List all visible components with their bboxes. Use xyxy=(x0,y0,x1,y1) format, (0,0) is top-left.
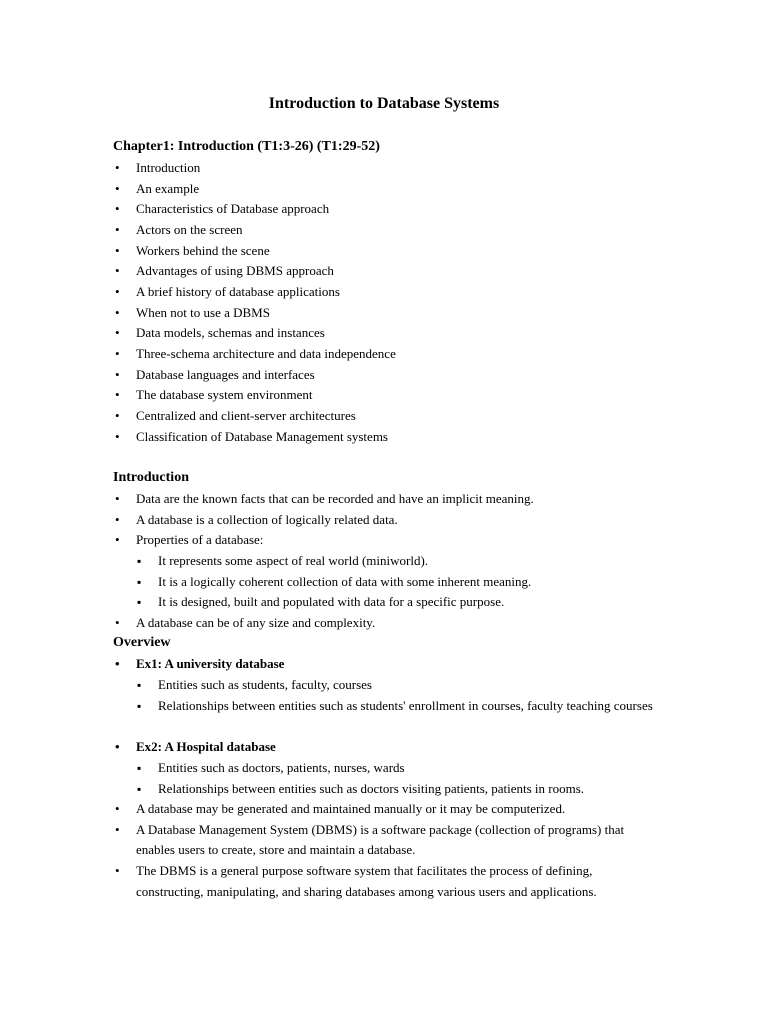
introduction-list-end xyxy=(113,613,673,634)
list-item: • An example xyxy=(113,179,673,200)
list-item: • The database system environment xyxy=(113,385,673,406)
list-item: • Actors on the screen xyxy=(113,220,673,241)
list-item: • Data are the known facts that can be recorded and have an implicit meaning. xyxy=(113,489,673,510)
list-item: • Properties of a database: xyxy=(113,530,673,551)
overview-heading: Overview xyxy=(113,635,171,650)
list-item: • A database can be of any size and complexity. xyxy=(113,613,673,634)
ex2-sublist xyxy=(113,758,673,799)
list-item: • Three-schema architecture and data independence xyxy=(113,344,673,365)
introduction-list xyxy=(113,489,673,551)
list-item: • Centralized and client-server architectures xyxy=(113,406,673,427)
list-item: ▪ It is designed, built and populated with data for a specific purpose. xyxy=(135,592,673,613)
database-properties-list xyxy=(113,551,673,613)
list-item: ▪ Relationships between entities such as students' enrollment in courses, faculty teaching courses xyxy=(135,696,653,717)
list-item: ▪ Entities such as doctors, patients, nurses, wards xyxy=(135,758,673,779)
chapter1-heading: Chapter1: Introduction (T1:3-26) (T1:29-52) xyxy=(113,139,380,154)
overview-list xyxy=(113,799,653,902)
list-item: • Introduction xyxy=(113,158,673,179)
list-item: • Classification of Database Management systems xyxy=(113,427,673,448)
example-heading: • Ex1: A university database xyxy=(113,654,673,675)
overview-ex1 xyxy=(113,654,673,675)
list-item: • When not to use a DBMS xyxy=(113,303,673,324)
list-item: • A brief history of database applications xyxy=(113,282,673,303)
list-item: • The DBMS is a general purpose software system that facilitates the process of defining, constructing, manipulating, and sharing databases among various users and applications. xyxy=(113,861,653,902)
list-item: • Characteristics of Database approach xyxy=(113,199,673,220)
list-item: • A Database Management System (DBMS) is a software package (collection of programs) that enables users to create, store and maintain a database. xyxy=(113,820,653,861)
document-title: Introduction to Database Systems xyxy=(268,95,500,112)
list-item: • A database is a collection of logically related data. xyxy=(113,510,673,531)
list-item: • Database languages and interfaces xyxy=(113,365,673,386)
example-heading: • Ex2: A Hospital database xyxy=(113,737,673,758)
chapter1-topic-list xyxy=(113,158,673,447)
list-item: ▪ Relationships between entities such as doctors visiting patients, patients in rooms. xyxy=(135,779,673,800)
list-item: ▪ It is a logically coherent collection of data with some inherent meaning. xyxy=(135,572,673,593)
list-item: • A database may be generated and maintained manually or it may be computerized. xyxy=(113,799,653,820)
ex1-sublist xyxy=(113,675,653,716)
list-item: ▪ It represents some aspect of real world (miniworld). xyxy=(135,551,673,572)
list-item: • Workers behind the scene xyxy=(113,241,673,262)
overview-ex2 xyxy=(113,737,673,758)
list-item: • Advantages of using DBMS approach xyxy=(113,261,673,282)
introduction-heading: Introduction xyxy=(113,470,189,485)
list-item: ▪ Entities such as students, faculty, courses xyxy=(135,675,653,696)
list-item: • Data models, schemas and instances xyxy=(113,323,673,344)
